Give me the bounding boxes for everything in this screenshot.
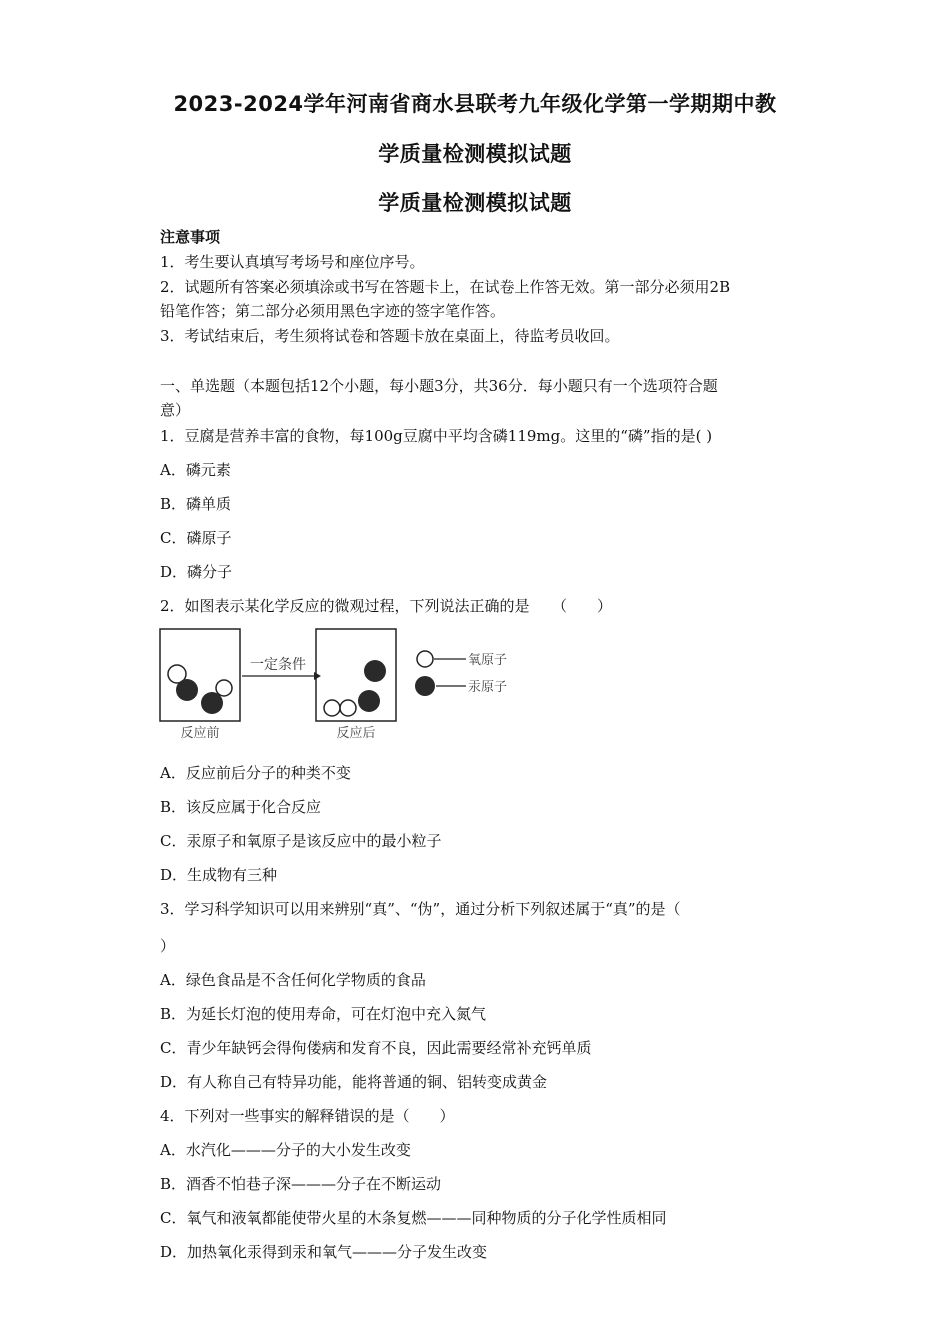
before-label: 反应前 bbox=[180, 726, 220, 741]
legend-mercury-icon bbox=[415, 676, 435, 696]
question-2-option-c: C．汞原子和氧原子是该反应中的最小粒子 bbox=[160, 832, 442, 850]
notice-item: 2．试题所有答案必须填涂或书写在答题卡上，在试卷上作答无效。第一部分必须用2B bbox=[160, 278, 731, 296]
section-heading: 一、单选题（本题包括12个小题，每小题3分，共36分．每小题只有一个选项符合题 bbox=[160, 377, 718, 395]
question-2-option-b: B．该反应属于化合反应 bbox=[160, 798, 322, 816]
question-3-option-b: B．为延长灯泡的使用寿命，可在灯泡中充入氮气 bbox=[160, 1005, 487, 1023]
oxygen-atom bbox=[324, 700, 340, 716]
question-3-option-c: C．青少年缺钙会得佝偻病和发育不良，因此需要经常补充钙单质 bbox=[160, 1039, 592, 1057]
oxygen-atom bbox=[340, 700, 356, 716]
question-3-option-a: A．绿色食品是不含任何化学物质的食品 bbox=[160, 971, 426, 989]
mercury-atom bbox=[176, 679, 198, 701]
question-4-option-c: C．氧气和液氧都能使带火星的木条复燃———同种物质的分子化学性质相同 bbox=[160, 1209, 667, 1227]
notice-item: 3．考试结束后，考生须将试卷和答题卡放在桌面上，待监考员收回。 bbox=[160, 327, 620, 345]
page-title-line3: 学质量检测模拟试题 bbox=[378, 191, 572, 215]
question-4-option-d: D．加热氧化汞得到汞和氧气———分子发生改变 bbox=[160, 1243, 488, 1261]
legend-mercury-label: 汞原子 bbox=[468, 680, 508, 695]
question-4-option-b: B．酒香不怕巷子深———分子在不断运动 bbox=[160, 1175, 442, 1193]
question-3-option-d: D．有人称自己有特异功能，能将普通的铜、铝转变成黄金 bbox=[160, 1073, 548, 1091]
page-title-line2: 学质量检测模拟试题 bbox=[378, 142, 572, 166]
mercury-atom bbox=[364, 660, 386, 682]
section-heading-cont: 意） bbox=[160, 401, 191, 419]
question-1-option-b: B．磷单质 bbox=[160, 495, 232, 513]
notice-heading: 注意事项 bbox=[160, 228, 221, 246]
reaction-condition: 一定条件 bbox=[250, 657, 306, 673]
after-label: 反应后 bbox=[336, 726, 376, 741]
question-3-stem-cont: ） bbox=[160, 937, 176, 955]
question-4-option-a: A．水汽化———分子的大小发生改变 bbox=[160, 1141, 411, 1159]
legend-oxygen-label: 氧原子 bbox=[468, 653, 508, 668]
question-4-stem: 4．下列对一些事实的解释错误的是（ ） bbox=[160, 1107, 455, 1125]
legend-oxygen-icon bbox=[417, 651, 433, 667]
oxygen-atom bbox=[216, 680, 232, 696]
arrowhead-icon bbox=[314, 672, 321, 680]
question-2-option-d: D．生成物有三种 bbox=[160, 866, 278, 884]
question-1-option-d: D．磷分子 bbox=[160, 563, 233, 581]
question-1-option-c: C．磷原子 bbox=[160, 529, 232, 547]
question-2-stem: 2．如图表示某化学反应的微观过程，下列说法正确的是 （ ） bbox=[160, 597, 613, 615]
question-2-option-a: A．反应前后分子的种类不变 bbox=[160, 764, 351, 782]
notice-item: 1．考生要认真填写考场号和座位序号。 bbox=[160, 253, 425, 271]
question-3-stem: 3．学习科学知识可以用来辨别“真”、“伪”，通过分析下列叙述属于“真”的是（ bbox=[160, 900, 681, 918]
notice-item: 铅笔作答；第二部分必须用黑色字迹的签字笔作答。 bbox=[160, 302, 506, 320]
page-title-line1: 2023-2024学年河南省商水县联考九年级化学第一学期期中教 bbox=[173, 92, 777, 116]
question-1-stem: 1．豆腐是营养丰富的食物，每100g豆腐中平均含磷119mg。这里的“磷”指的是( ) bbox=[160, 427, 713, 445]
mercury-atom bbox=[358, 690, 380, 712]
question-1-option-a: A．磷元素 bbox=[160, 461, 231, 479]
reaction-diagram bbox=[158, 626, 518, 746]
